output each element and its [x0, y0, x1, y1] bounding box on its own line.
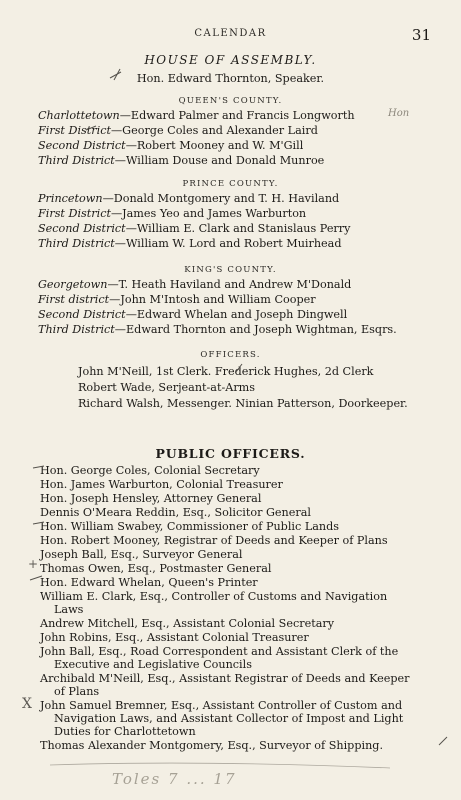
- handwritten-margin-note: Hon: [388, 108, 410, 119]
- officer-entry: Hon. William Swabey, Commissioner of Public Lands: [40, 520, 340, 533]
- pen-tick: [114, 69, 120, 80]
- running-header: CALENDAR: [194, 28, 267, 39]
- district-members: —Edward Whelan and Joseph Dingwell: [125, 308, 348, 321]
- pen-tick: [33, 522, 44, 524]
- officer-entry: Hon. Edward Whelan, Queen's Printer: [40, 576, 258, 589]
- district-name: Second District: [38, 222, 126, 235]
- officer-entry-continuation: of Plans: [54, 685, 100, 698]
- officers-line: John M'Neill, 1st Clerk. Frederick Hughes, 2d Clerk: [78, 365, 374, 378]
- district-members: —James Yeo and James Warburton: [110, 207, 307, 220]
- section-title-house-of-assembly: HOUSE OF ASSEMBLY.: [144, 53, 317, 67]
- officer-entry: John Ball, Esq., Road Correspondent and Assistant Clerk of the: [40, 645, 399, 658]
- district-name: First District: [38, 207, 111, 220]
- district-name: Georgetown: [38, 278, 108, 291]
- district-name: Second District: [38, 139, 126, 152]
- pen-tick: [86, 126, 96, 130]
- district-members: —George Coles and Alexander Laird: [110, 124, 318, 137]
- district-members: —Robert Mooney and W. M'Gill: [125, 139, 304, 152]
- district-members: —Donald Montgomery and T. H. Haviland: [102, 192, 340, 205]
- officers-heading: OFFICERS.: [200, 350, 261, 360]
- officer-entry: Archibald M'Neill, Esq., Assistant Registrar of Deeds and Keeper: [40, 672, 410, 685]
- section-title-public-officers: PUBLIC OFFICERS.: [155, 446, 306, 461]
- district-name: Charlottetown: [38, 109, 120, 122]
- district-members: —William Douse and Donald Munroe: [114, 154, 325, 167]
- speaker-line: Hon. Edward Thornton, Speaker.: [136, 72, 325, 85]
- handwritten-x-mark: X: [22, 696, 32, 712]
- officer-entry: Dennis O'Meara Reddin, Esq., Solicitor General: [40, 506, 311, 519]
- district-name: Third District: [38, 237, 115, 250]
- officer-entry: Andrew Mitchell, Esq., Assistant Colonial Secretary: [40, 617, 335, 630]
- district-name: Third District: [38, 154, 115, 167]
- officers-line: Richard Walsh, Messenger. Ninian Patterson, Doorkeeper.: [78, 397, 408, 410]
- county-heading-kings: KING'S COUNTY.: [184, 265, 277, 275]
- officer-entry-continuation: Executive and Legislative Councils: [54, 658, 252, 671]
- district-members: —William E. Clark and Stanislaus Perry: [125, 222, 351, 235]
- district-name: Second District: [38, 308, 126, 321]
- officer-entry: Hon. Joseph Hensley, Attorney General: [40, 492, 262, 505]
- county-heading-queens: QUEEN'S COUNTY.: [178, 96, 283, 106]
- pen-tick: [236, 364, 242, 372]
- officer-entry: William E. Clark, Esq., Controller of Customs and Navigation: [40, 590, 388, 603]
- district-name: Princetown: [38, 192, 103, 205]
- district-members: —Edward Thornton and Joseph Wightman, Esqrs.: [114, 323, 397, 336]
- district-members: —William W. Lord and Robert Muirhead: [114, 237, 342, 250]
- handwritten-bottom-note: Toles 7 ... 17: [112, 770, 237, 788]
- officer-entry: Hon. James Warburton, Colonial Treasurer: [40, 478, 283, 491]
- district-members: —Edward Palmer and Francis Longworth: [119, 109, 355, 122]
- officer-entry: Thomas Owen, Esq., Postmaster General: [40, 562, 272, 575]
- officer-entry: Thomas Alexander Montgomery, Esq., Surveyor of Shipping.: [40, 739, 383, 752]
- district-members: —John M'Intosh and William Cooper: [109, 293, 316, 306]
- officer-entry: John Samuel Bremner, Esq., Assistant Controller of Custom and: [40, 699, 403, 712]
- district-name: Third District: [38, 323, 115, 336]
- officer-entry: Hon. George Coles, Colonial Secretary: [40, 464, 260, 477]
- district-members: —T. Heath Haviland and Andrew M'Donald: [107, 278, 352, 291]
- page-number: 31: [411, 26, 431, 44]
- officer-entry-continuation: Navigation Laws, and Assistant Collector of Impost and Light: [54, 712, 404, 725]
- pen-tick: [33, 466, 44, 468]
- pen-tick: [439, 737, 447, 745]
- county-heading-prince: PRINCE COUNTY.: [182, 179, 279, 189]
- officers-line: Robert Wade, Serjeant-at-Arms: [78, 381, 256, 394]
- officer-entry-continuation: Laws: [54, 603, 84, 616]
- officer-entry: Joseph Ball, Esq., Surveyor General: [40, 548, 243, 561]
- officer-entry: Hon. Robert Mooney, Registrar of Deeds and Keeper of Plans: [40, 534, 388, 547]
- pen-tick: [30, 576, 42, 580]
- district-name: First District: [38, 124, 111, 137]
- district-name: First district: [38, 293, 110, 306]
- officer-entry: John Robins, Esq., Assistant Colonial Treasurer: [40, 631, 309, 644]
- handwritten-plus-mark: +: [28, 557, 39, 571]
- officer-entry-continuation: Duties for Charlottetown: [54, 725, 196, 738]
- pencil-stroke: [50, 763, 390, 768]
